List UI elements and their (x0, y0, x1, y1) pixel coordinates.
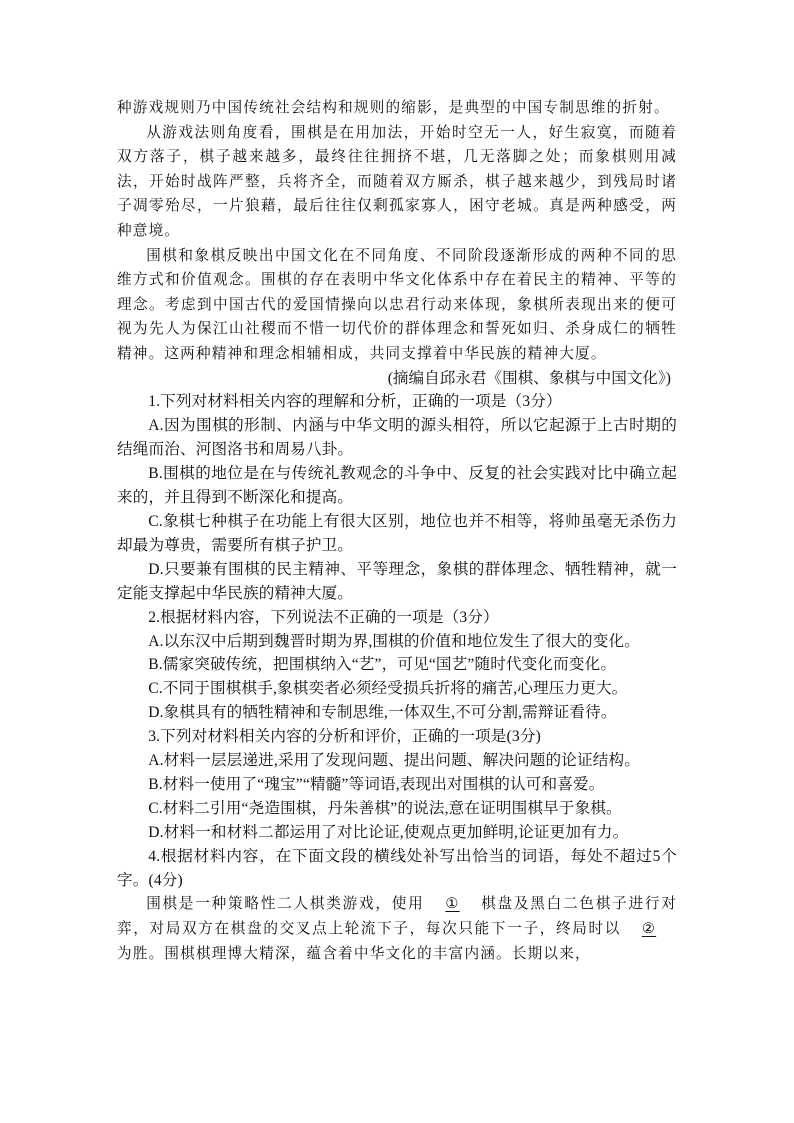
question-3 (117, 725, 677, 845)
option-c: C.象棋七种棋子在功能上有很大区别，地位也并不相等，将帅虽毫无杀伤力却最为尊贵，需要所有棋子护卫。 (117, 512, 677, 554)
question-4 (117, 845, 677, 967)
question-1 (117, 390, 677, 605)
option-d: D.象棋具有的牺牲精神和专制思维,一体双生,不可分割,需辩证看待。 (148, 704, 617, 722)
option-b: B.儒家突破传统，把围棋纳入“艺”，可见“国艺”随时代变化而变化。 (148, 656, 617, 674)
material-source: (摘编自邱永君《围棋、象棋与中国文化》) (387, 369, 671, 387)
option-b: B.围棋的地位是在与传统礼教观念的斗争中、反复的社会实践对比中确立起来的，并且得到不断深化和提高。 (117, 465, 677, 507)
option-b: B.材料一使用了“瑰宝”“精髓”等词语,表现出对围棋的认可和喜爱。 (148, 775, 605, 793)
question-stem: 3.下列对材料相关内容的分析和评价，正确的一项是(3分) (148, 728, 541, 746)
passage-text: 棋盘及黑白二色棋子进行对弈，对局双方在棋盘的交叉点上轮流下子，每次只能下一子，终局时以 (117, 895, 678, 938)
question-2 (117, 606, 677, 726)
option-a: A.材料一层层递进,采用了发现问题、提出问题、解决问题的论证结构。 (148, 752, 641, 770)
question-stem: 1.下列对材料相关内容的理解和分析，正确的一项是（3分） (148, 393, 562, 411)
fill-in-passage (117, 892, 677, 966)
material-paragraph-0: 种游戏规则乃中国传统社会结构和规则的缩影，是典型的中国专制思维的折射。 (117, 99, 670, 116)
question-stem: 4.根据材料内容，在下面文段的横线处补写出恰当的词语，每处不超过5个字。(4分) (117, 847, 677, 889)
passage-text: 为胜。围棋棋理博大精深，蕴含着中华文化的丰富内涵。长期以来， (117, 944, 591, 962)
option-d: D.只要兼有围棋的民主精神、平等理念，象棋的群体理念、牺牲精神，就一定能支撑起中华民族的精神大厦。 (117, 560, 677, 602)
option-a: A.以东汉中后期到魏晋时期为界,围棋的价值和地位发生了很大的变化。 (148, 632, 641, 650)
blank-2: ② (641, 920, 657, 938)
question-stem: 2.根据材料内容，下列说法不正确的一项是（3分） (148, 608, 499, 626)
option-d: D.材料一和材料二都运用了对比论证,使观点更加鲜明,论证更加有力。 (148, 823, 629, 841)
option-c: C.材料二引用“尧造围棋，丹朱善棋”的说法,意在证明围棋早于象棋。 (148, 799, 622, 817)
document-page (117, 96, 677, 966)
blank-1: ① (445, 895, 460, 913)
material-paragraph-2: 围棋和象棋反映出中国文化在不同角度、不同阶段逐渐形成的两种不同的思维方式和价值观念。围棋的存在表明中华文化体系中存在着民主的精神、平等的理念。考虑到中国古代的爱国情操向以忠君行动来体现，象棋所表现出来的便可视为先人为保江山社稷而不惜一切代价的群体理念和誓死如归、杀身成仁的牺牲精神。这两种精神和理念相辅相成，共同支撑着中华民族的精神大厦。 (117, 246, 677, 362)
option-a: A.因为围棋的形制、内涵与中华文明的源头相符，所以它起源于上古时期的结绳而治、河图洛书和周易八卦。 (117, 417, 677, 459)
passage-text: 围棋是一种策略性二人棋类游戏，使用 (146, 895, 425, 913)
material-paragraph-1: 从游戏法则角度看，围棋是在用加法，开始时空无一人，好生寂寞，而随着双方落子，棋子越来越多，最终往往拥挤不堪，几无落脚之处；而象棋则用减法，开始时战阵严整，兵将齐全，而随着双方厮杀，棋子越来越少，到残局时诸子凋零殆尽，一片狼藉，最后往往仅剩孤家寡人，困守老城。真是两种感受，两种意境。 (117, 123, 677, 239)
option-c: C.不同于围棋棋手,象棋奕者必须经受损兵折将的痛苦,心理压力更大。 (148, 680, 628, 698)
